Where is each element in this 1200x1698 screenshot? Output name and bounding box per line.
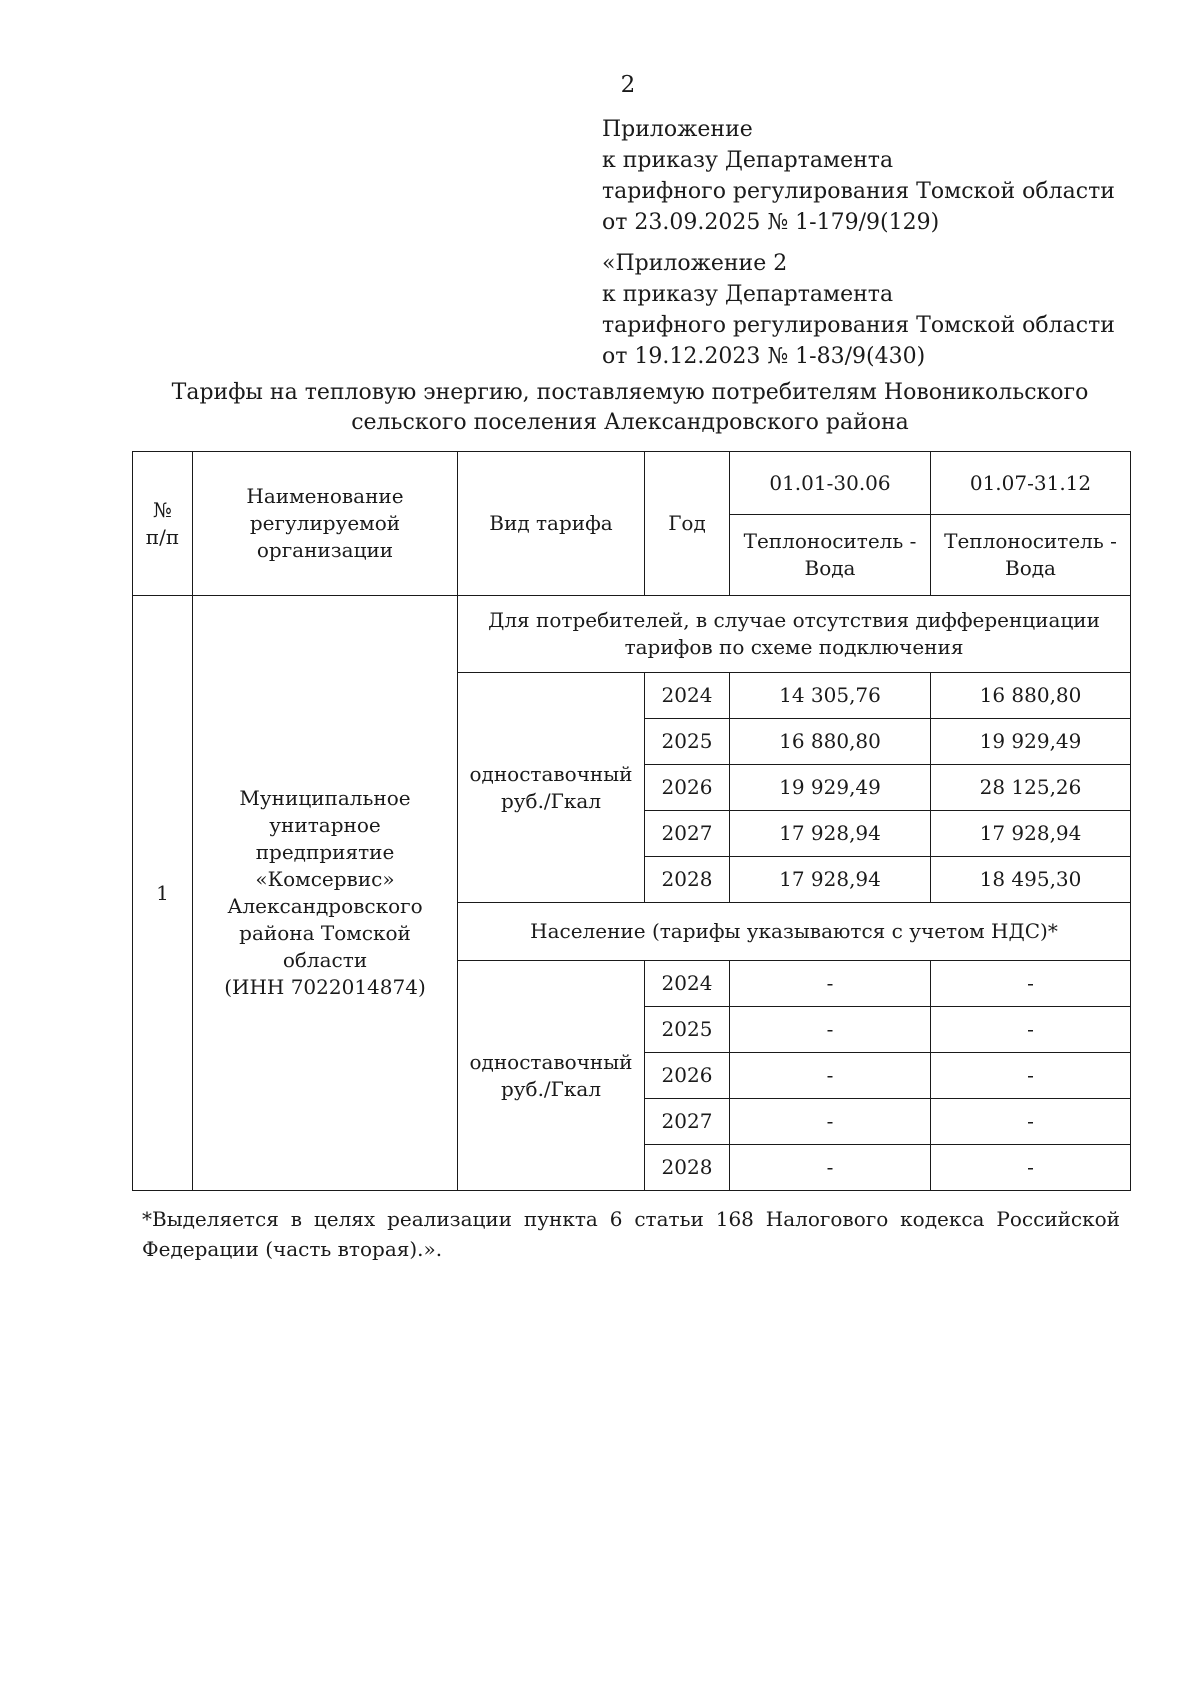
tariff-value-period-1: -	[730, 961, 931, 1007]
appendix-line: тарифного регулирования Томской области	[602, 313, 1115, 338]
header-period-2: 01.07-31.12	[931, 452, 1131, 515]
appendix-current-reference	[602, 114, 1115, 238]
header-tariff-type: Вид тарифа	[458, 452, 645, 596]
year-cell: 2027	[645, 811, 730, 857]
tariff-table	[132, 451, 1131, 1191]
tariff-value-period-2: 28 125,26	[931, 765, 1131, 811]
tariff-value-period-2: -	[931, 1099, 1131, 1145]
tariff-value-period-2: -	[931, 961, 1131, 1007]
appendix-line: от 23.09.2025 № 1-179/9(129)	[602, 210, 940, 235]
section-heading-consumers: Для потребителей, в случае отсутствия дифференциации тарифов по схеме подключения	[458, 596, 1131, 673]
header-organization: Наименование регулируемой организации	[193, 452, 458, 596]
tariff-value-period-2: -	[931, 1145, 1131, 1191]
tariff-value-period-2: -	[931, 1007, 1131, 1053]
section-heading-population: Население (тарифы указываются с учетом НДС)*	[458, 903, 1131, 961]
year-cell: 2024	[645, 961, 730, 1007]
appendix-line: Приложение	[602, 117, 753, 142]
year-cell: 2026	[645, 765, 730, 811]
tariff-type-cell: одноставочный руб./Гкал	[458, 673, 645, 903]
tariff-value-period-1: 19 929,49	[730, 765, 931, 811]
tariff-value-period-2: 19 929,49	[931, 719, 1131, 765]
tariff-value-period-1: 16 880,80	[730, 719, 931, 765]
year-cell: 2027	[645, 1099, 730, 1145]
header-number: № п/п	[133, 452, 193, 596]
tariff-value-period-1: 17 928,94	[730, 857, 931, 903]
appendix-line: «Приложение 2	[602, 251, 788, 276]
year-cell: 2028	[645, 1145, 730, 1191]
appendix-line: от 19.12.2023 № 1-83/9(430)	[602, 344, 926, 369]
year-cell: 2026	[645, 1053, 730, 1099]
year-cell: 2025	[645, 1007, 730, 1053]
year-cell: 2028	[645, 857, 730, 903]
tariff-value-period-1: 14 305,76	[730, 673, 931, 719]
tariff-type-cell: одноставочный руб./Гкал	[458, 961, 645, 1191]
appendix-line: к приказу Департамента	[602, 148, 894, 173]
header-period-1: 01.01-30.06	[730, 452, 931, 515]
tariff-value-period-1: -	[730, 1053, 931, 1099]
page-number: 2	[620, 72, 636, 98]
document-title	[120, 378, 1140, 438]
tariff-value-period-1: -	[730, 1145, 931, 1191]
header-year: Год	[645, 452, 730, 596]
appendix-line: к приказу Департамента	[602, 282, 894, 307]
title-line: Тарифы на тепловую энергию, поставляемую потребителям Новоникольского	[171, 380, 1089, 405]
year-cell: 2025	[645, 719, 730, 765]
tariff-value-period-2: 18 495,30	[931, 857, 1131, 903]
appendix-line: тарифного регулирования Томской области	[602, 179, 1115, 204]
organization-name: Муниципальное унитарное предприятие «Комсервис» Александровского района Томской области (ИНН 7022014874)	[193, 596, 458, 1191]
year-cell: 2024	[645, 673, 730, 719]
tariff-value-period-1: 17 928,94	[730, 811, 931, 857]
tariff-value-period-2: 17 928,94	[931, 811, 1131, 857]
tariff-value-period-1: -	[730, 1007, 931, 1053]
row-number: 1	[133, 596, 193, 1191]
header-medium-2: Теплоноситель - Вода	[931, 515, 1131, 596]
footnote: *Выделяется в целях реализации пункта 6 статьи 168 Налогового кодекса Российской Федерации (часть вторая).».	[142, 1207, 1120, 1261]
appendix-original-reference	[602, 248, 1115, 372]
tariff-value-period-2: 16 880,80	[931, 673, 1131, 719]
tariff-value-period-1: -	[730, 1099, 931, 1145]
title-line: сельского поселения Александровского района	[351, 410, 909, 435]
header-medium-1: Теплоноситель - Вода	[730, 515, 931, 596]
tariff-value-period-2: -	[931, 1053, 1131, 1099]
